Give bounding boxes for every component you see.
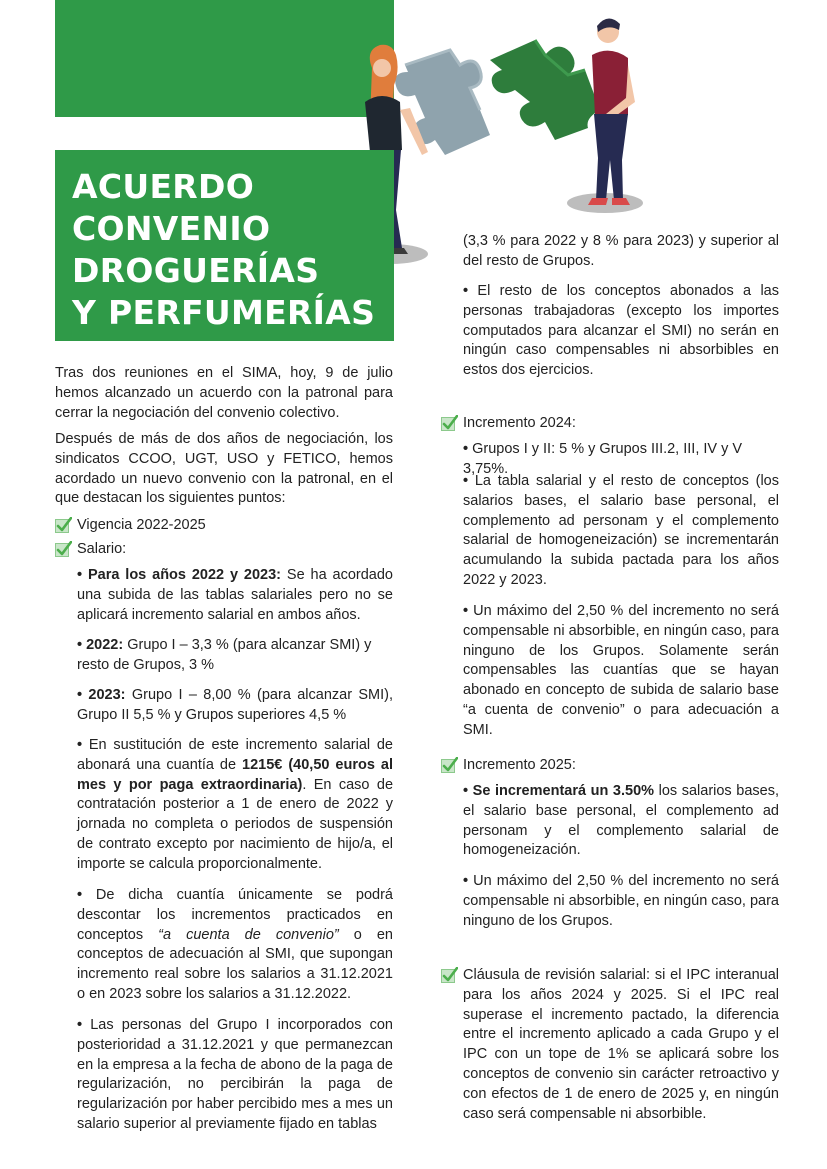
bullet-text: De dicha cuantía únicamente se podrá descontar los incrementos practicados en conceptos (77, 887, 393, 943)
title-line-1: ACUERDO (72, 167, 255, 206)
bullet-tabla-salarial: • La tabla salarial y el resto de conceptos (los salarios bases, el salario base personal, el complemento ad personam y el complemento salarial de homogeneización) se incrementarán acumulando la subida pactada para los años 2022 y 2023. (463, 472, 779, 591)
right-continuation: (3,3 % para 2022 y 8 % para 2023) y superior al del resto de Grupos. (463, 233, 779, 269)
bullet-text: o en conceptos de adecuación al SMI, que supongan incremento real sobre los salarios a 31.12.2021 o en 2023 sobre los salarios a 31.12.2022. (77, 926, 393, 1002)
bullet-text: Grupo I – 8,00 % (para alcanzar SMI), Grupo II 5,5 % y Grupos superiores 4,5 % (77, 687, 394, 723)
bullet-text: los salarios bases, el salario base personal, el complemento ad personam y el complemento salarial de homogeneización. (463, 783, 779, 859)
checklist-item-vigencia (55, 516, 393, 536)
bullet-bold: Se incrementará un 3.50% (472, 783, 655, 799)
bullet-bold: 2023: (88, 687, 126, 703)
title-line-2: CONVENIO (72, 209, 271, 248)
title-banner (55, 150, 394, 341)
title-line-3: DROGUERÍAS (72, 251, 320, 290)
incremento-2024-text: Incremento 2024: (463, 415, 576, 431)
checkmark-icon (55, 541, 72, 558)
bullet-text: En sustitución de este incremento salarial de abonará una cuantía de (77, 737, 393, 773)
intro-paragraph-2: Después de más de dos años de negociación, los sindicatos CCOO, UGT, USO y FETICO, hemos acordado un nuevo convenio con la patronal, en el que destacan los siguientes puntos: (55, 431, 393, 507)
checklist-item-clausula (441, 966, 779, 1124)
checkmark-icon (441, 757, 458, 774)
bullet-incremento-3-50 (463, 782, 779, 861)
bullet-text: Se ha acordado una subida de las tablas salariales pero no se aplicará incremento salarial en ambos años. (77, 567, 393, 623)
bullet-text: Grupo I – 3,3 % (para alcanzar SMI) y resto de Grupos, 3 % (77, 637, 372, 673)
bullet-grupo-i: • Las personas del Grupo I incorporados con posterioridad a 31.12.2021 y que permanezcan en la empresa a la fecha de abono de la paga de regularización, no percibirán la paga de regularización por haber percibido mes a mes un salario superior al previamente fijado en tablas (77, 1016, 393, 1135)
intro-paragraph-1: Tras dos reuniones en el SIMA, hoy, 9 de julio hemos alcanzado un acuerdo con la patronal para cerrar la negociación del convenio colectivo. (55, 365, 393, 421)
bullet-2022-2023 (77, 566, 393, 625)
title-line-4: Y PERFUMERÍAS (72, 293, 376, 332)
bullet-resto-conceptos: • El resto de los conceptos abonados a las personas trabajadoras (excepto los importes computados para alcanzar el SMI) no serán en ningún caso compensables ni absorbibles en estos dos ejercicios. (463, 282, 779, 381)
clausula-text: Cláusula de revisión salarial: si el IPC interanual para los años 2024 y 2025. Si el IPC real superase el incremento pactado, la diferencia entre el incremento aplicado a cada Grupo y el IPC con un tope de 1% se aplicará sobre los conceptos de convenio sin carácter retroactivo y con efectos de 1 de enero de 2025 y, en ningún caso será compensable ni absorbible. (463, 967, 779, 1122)
checkmark-icon (441, 415, 458, 432)
bullet-cuantia (77, 736, 393, 875)
bullet-descontar (77, 886, 393, 1005)
bullet-bold: 2022: (86, 637, 124, 653)
checkmark-icon (441, 967, 458, 984)
bullet-grupos-2024: • Grupos I y II: 5 % y Grupos III.2, III, IV y V 3,75%. (463, 440, 779, 480)
bullet-2023 (77, 686, 393, 726)
checklist-item-2025 (441, 756, 779, 776)
page-title (72, 166, 375, 334)
bullet-italic: “a cuenta de convenio” (158, 926, 339, 943)
checklist-item-2024 (441, 414, 779, 434)
bullet-2022 (77, 636, 393, 676)
checklist-item-salario (55, 540, 393, 560)
bullet-bold: 1215€ (40,50 euros al mes y por paga extraordinaria) (77, 756, 393, 793)
checkmark-icon (55, 517, 72, 534)
bullet-bold: Para los años 2022 y 2023: (87, 567, 282, 583)
vigencia-text: Vigencia 2022-2025 (77, 517, 206, 533)
salario-text: Salario: (77, 541, 127, 557)
bullet-maximo-2025: • Un máximo del 2,50 % del incremento no será compensable ni absorbible, en ningún caso, para ninguno de los Grupos. (463, 872, 779, 931)
incremento-2025-text: Incremento 2025: (463, 757, 576, 773)
bullet-text: . En caso de contratación posterior a 1 de enero de 2022 y jornada no completa o periodos de suspensión de contrato excepto por nacimiento de hijo/a, el importe se calcula proporcionalmente. (77, 776, 394, 872)
bullet-maximo-2024: • Un máximo del 2,50 % del incremento no será compensable ni absorbible, en ningún caso, para ninguno de los Grupos. Solamente serán compensables las cuantías que se hayan abonado en concepto de subida de salario base “a cuenta de convenio” o para adecuación a SMI. (463, 602, 779, 741)
